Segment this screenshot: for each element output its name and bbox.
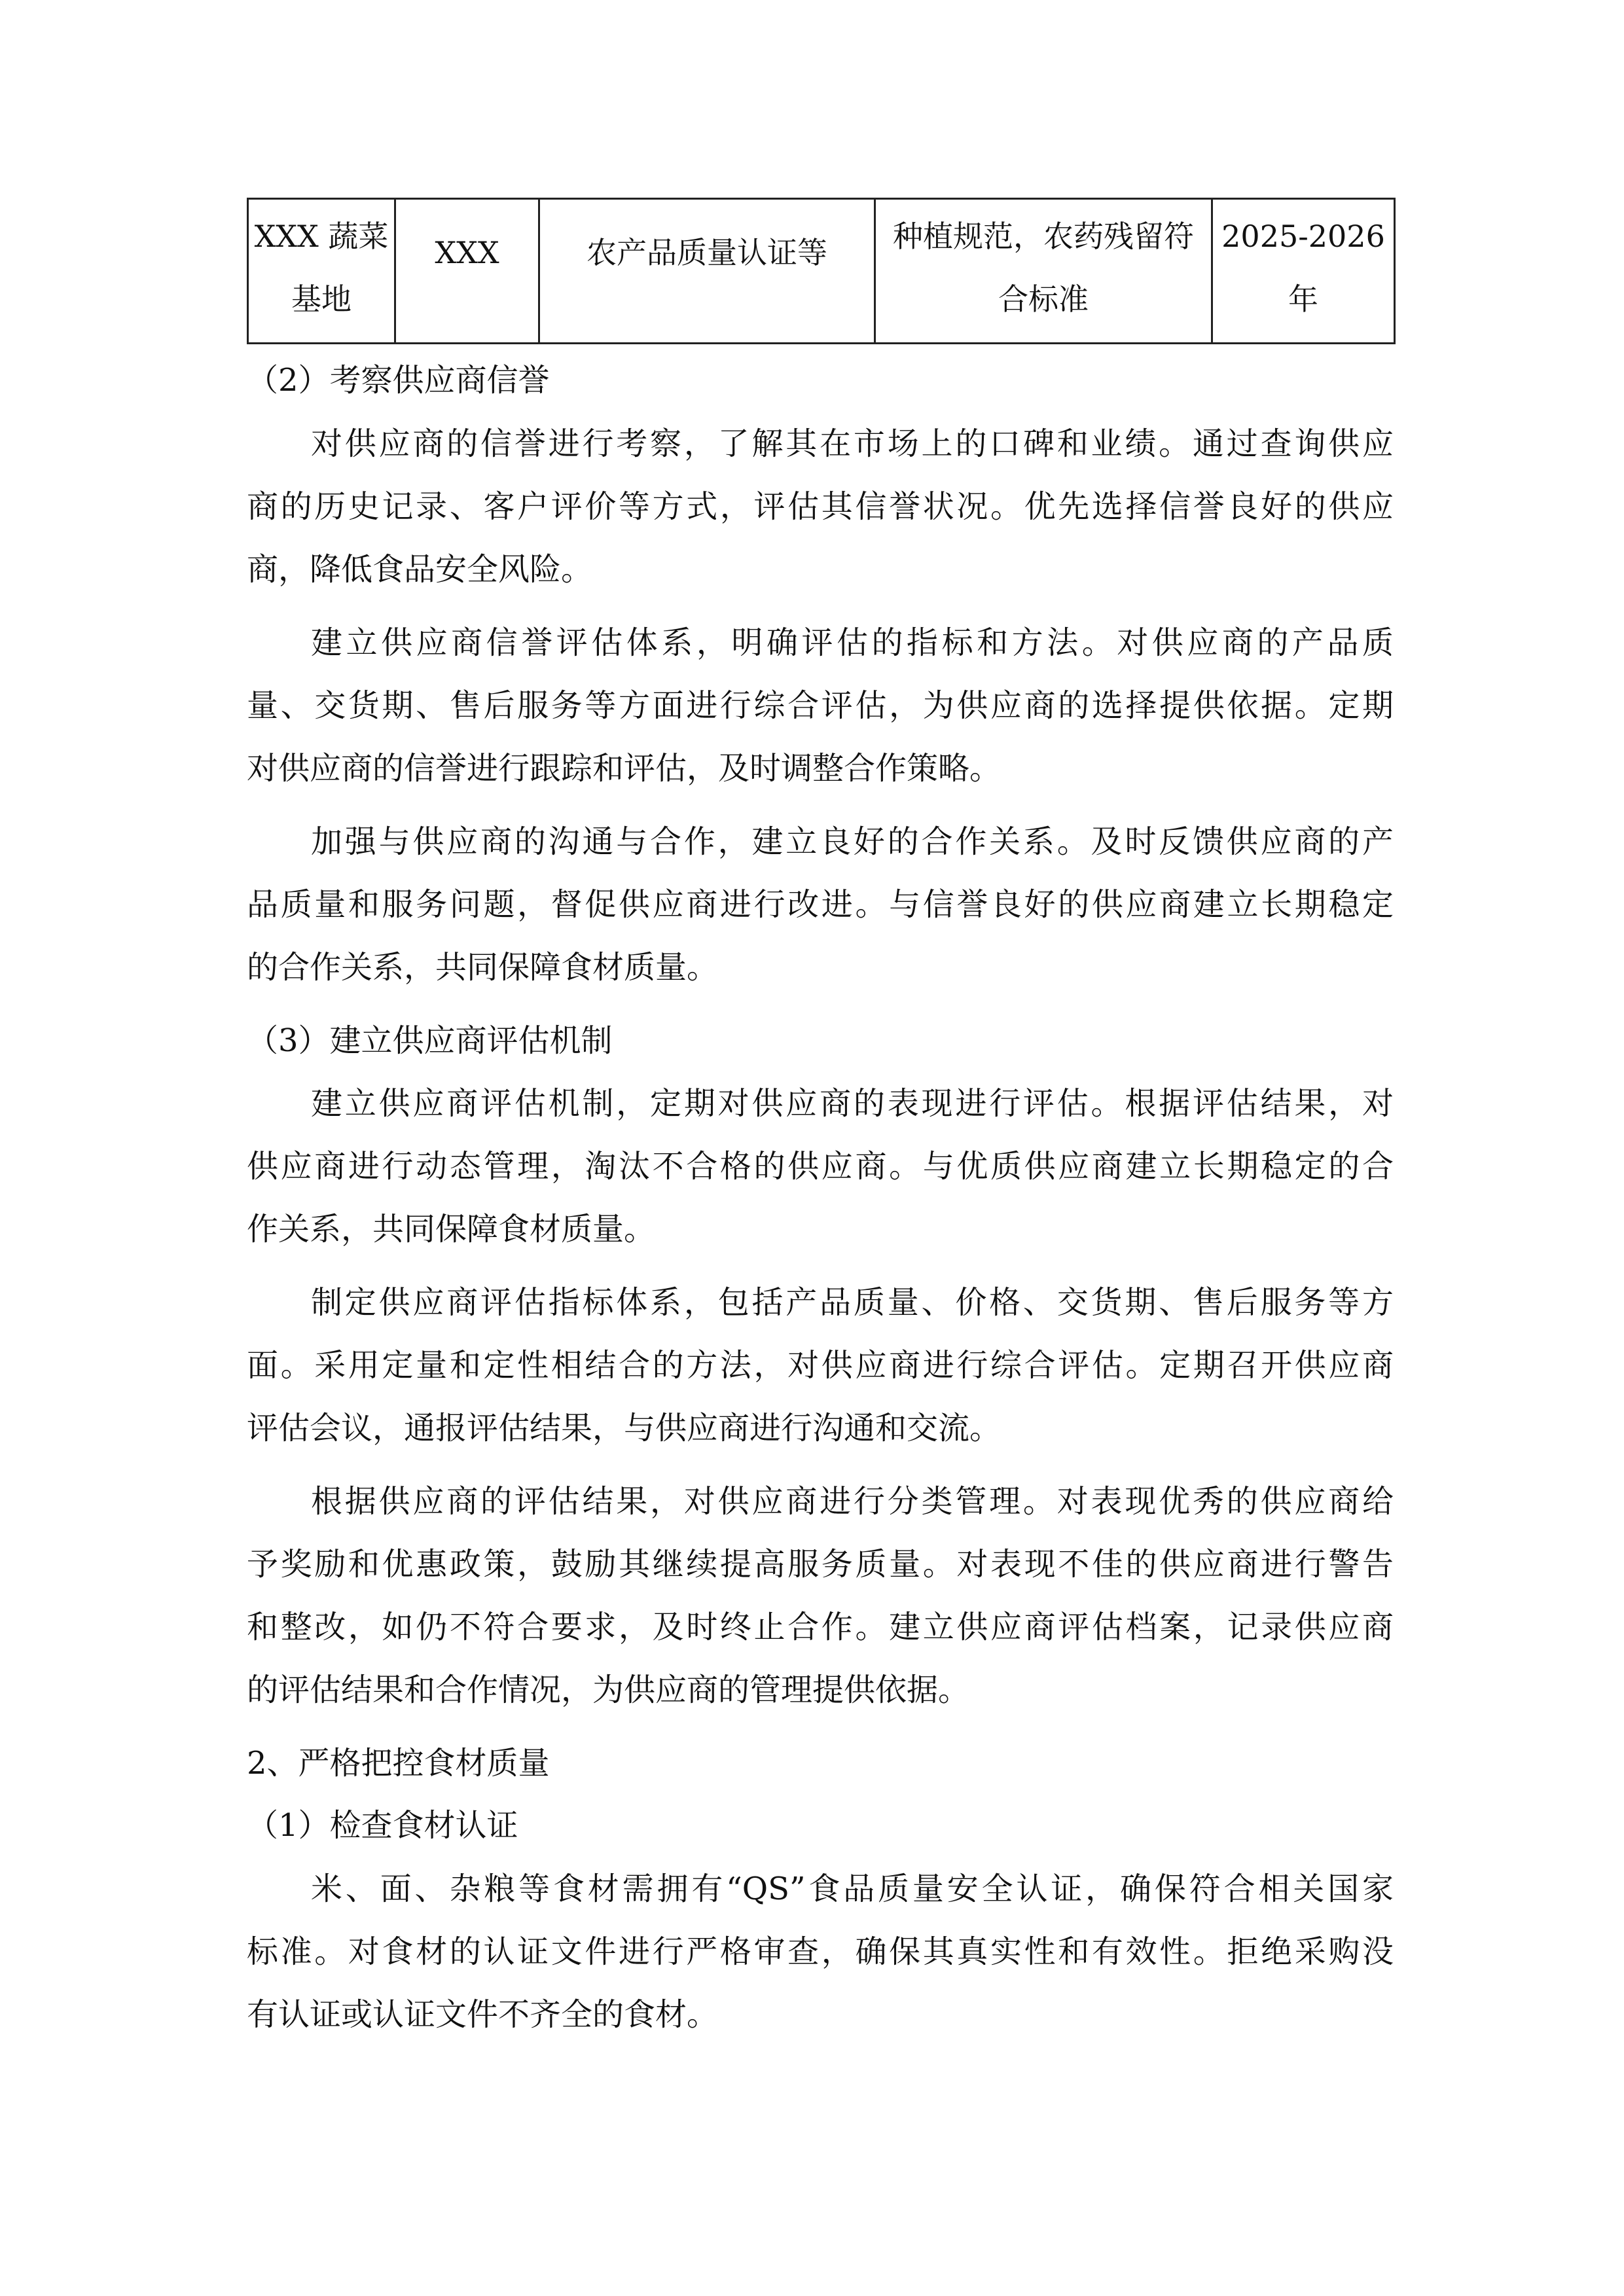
paragraph-line: 有认证或认证文件不齐全的食材。 xyxy=(247,1996,719,2033)
base-name-line1: XXX 蔬菜 xyxy=(254,219,389,254)
paragraph-line: 供应商进行动态管理，淘汰不合格的供应商。与优质供应商建立长期稳定的合 xyxy=(247,1148,1394,1185)
supplier-table xyxy=(247,198,1396,344)
paragraph-line: 建立供应商信誉评估体系，明确评估的指标和方法。对供应商的产品质 xyxy=(311,624,1394,661)
certification-text: 农产品质量认证等 xyxy=(586,235,827,270)
paragraph-line: 予奖励和优惠政策，鼓励其继续提高服务质量。对表现不佳的供应商进行警告 xyxy=(247,1546,1394,1583)
period-line2: 年 xyxy=(1288,281,1318,317)
standard-line2: 合标准 xyxy=(998,281,1089,317)
period-line1: 2025-2026 xyxy=(1221,219,1385,254)
table-row xyxy=(248,199,1395,344)
standard-cell xyxy=(875,199,1212,344)
paragraph-line: 根据供应商的评估结果，对供应商进行分类管理。对表现优秀的供应商给 xyxy=(311,1483,1394,1520)
standard-line1: 种植规范，农药残留符 xyxy=(893,219,1194,254)
paragraph-line: 对供应商的信誉进行考察，了解其在市场上的口碑和业绩。通过查询供应 xyxy=(311,425,1394,462)
supplier-name: XXX xyxy=(435,235,499,270)
paragraph-line: 商的历史记录、客户评价等方式，评估其信誉状况。优先选择信誉良好的供应 xyxy=(247,488,1394,525)
part-heading-food-quality: 2、严格把控食材质量 xyxy=(247,1745,550,1782)
paragraph-line: 加强与供应商的沟通与合作，建立良好的合作关系。及时反馈供应商的产 xyxy=(311,823,1394,860)
base-name-line2: 基地 xyxy=(291,281,352,317)
period-cell xyxy=(1212,199,1395,344)
paragraph-line: 的评估结果和合作情况，为供应商的管理提供依据。 xyxy=(247,1672,970,1708)
base-name-cell xyxy=(248,199,395,344)
supplier-cell xyxy=(395,199,539,344)
section-heading-certification: （1）检查食材认证 xyxy=(247,1807,518,1844)
paragraph-line: 量、交货期、售后服务等方面进行综合评估，为供应商的选择提供依据。定期 xyxy=(247,687,1394,724)
paragraph-line: 的合作关系，共同保障食材质量。 xyxy=(247,949,719,986)
section-heading-evaluation: （3）建立供应商评估机制 xyxy=(247,1022,613,1059)
paragraph-line: 制定供应商评估指标体系，包括产品质量、价格、交货期、售后服务等方 xyxy=(311,1284,1394,1321)
paragraph-line: 米、面、杂粮等食材需拥有“QS”食品质量安全认证，确保符合相关国家 xyxy=(311,1871,1394,1907)
paragraph-line: 标准。对食材的认证文件进行严格审查，确保其真实性和有效性。拒绝采购没 xyxy=(247,1933,1394,1970)
section-heading-credit: （2）考察供应商信誉 xyxy=(247,362,550,399)
paragraph-line: 评估会议，通报评估结果，与供应商进行沟通和交流。 xyxy=(247,1410,1001,1446)
certification-cell xyxy=(539,199,875,344)
paragraph-line: 面。采用定量和定性相结合的方法，对供应商进行综合评估。定期召开供应商 xyxy=(247,1347,1394,1384)
paragraph-line: 和整改，如仍不符合要求，及时终止合作。建立供应商评估档案，记录供应商 xyxy=(247,1609,1394,1645)
paragraph-line: 作关系，共同保障食材质量。 xyxy=(247,1211,656,1247)
paragraph-line: 商，降低食品安全风险。 xyxy=(247,551,593,588)
paragraph-line: 建立供应商评估机制，定期对供应商的表现进行评估。根据评估结果，对 xyxy=(311,1085,1394,1122)
paragraph-line: 对供应商的信誉进行跟踪和评估，及时调整合作策略。 xyxy=(247,750,1001,787)
paragraph-line: 品质量和服务问题，督促供应商进行改进。与信誉良好的供应商建立长期稳定 xyxy=(247,886,1394,923)
